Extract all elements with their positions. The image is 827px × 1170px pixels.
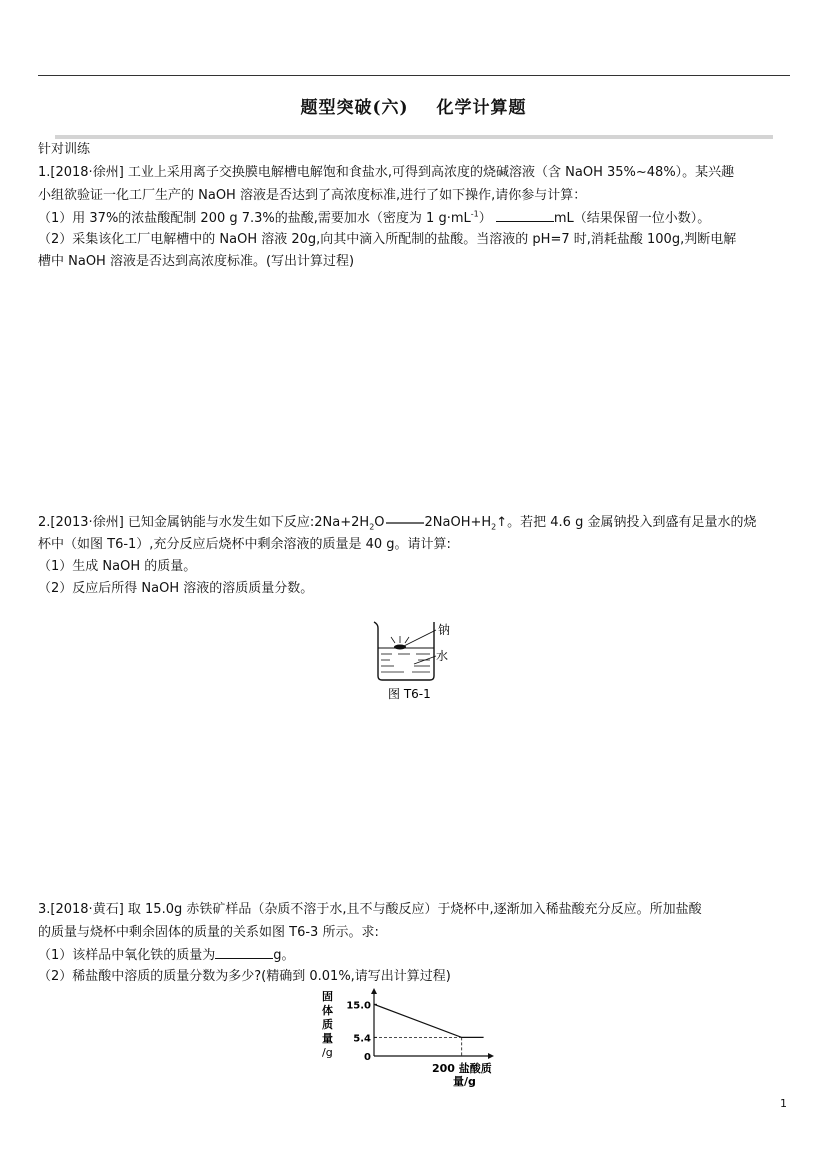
x-axis-arrow <box>488 1053 494 1059</box>
q3-line3: （1）该样品中氧化铁的质量为 g。 <box>38 948 295 963</box>
series-line <box>374 1004 484 1037</box>
ylabel-char: 体 <box>322 1004 333 1017</box>
q1-line5: 槽中 NaOH 溶液是否达到高浓度标准。(写出计算过程) <box>38 254 355 269</box>
q3-line2: 的质量与烧杯中剩余固体的质量的关系如图 T6-3 所示。求: <box>38 925 379 940</box>
header-rule <box>38 75 790 76</box>
q2-line2: 杯中（如图 T6-1）,充分反应后烧杯中剩余溶液的质量是 40 g。请计算: <box>38 537 451 552</box>
q2-line3: （1）生成 NaOH 的质量。 <box>38 559 197 574</box>
page-title <box>0 93 827 118</box>
title-part2: 化学计算题 <box>436 98 527 118</box>
answer-blank-1[interactable] <box>496 209 554 222</box>
beaker-outline <box>374 622 434 680</box>
ylabel-char: 质 <box>322 1018 333 1031</box>
q3-line1: 3.[2018·黄石] 取 15.0g 赤铁矿样品（杂质不溶于水,且不与酸反应）于烧杯中,逐渐加入稀盐酸充分反应。所加盐酸 <box>38 902 702 917</box>
q1-line2: 小组欲验证一化工厂生产的 NaOH 溶液是否达到了高浓度标准,进行了如下操作,请你参与计算： <box>38 188 587 203</box>
water-pointer <box>414 656 436 664</box>
label-water: 水 <box>436 649 449 663</box>
y-tick-label: 15.0 <box>346 1000 371 1012</box>
solid-mass-chart <box>320 986 520 1090</box>
q1-line3: （1）用 37%的浓盐酸配制 200 g 7.3%的盐酸,需要加水（密度为 1 $g\cdot mL^{-1}$） mL（结果保留一位小数）。 <box>38 209 711 226</box>
y-axis-arrow <box>371 988 377 994</box>
x-axis-label-line1: 200 盐酸质 <box>432 1062 492 1075</box>
beaker-figure <box>368 618 468 708</box>
y-axis-label <box>322 989 333 1059</box>
ylabel-char: 量 <box>322 1032 333 1045</box>
q1-line4: （2）采集该化工厂电解槽中的 NaOH 溶液 20g,向其中滴入所配制的盐酸。当溶液的 pH=7 时,消耗盐酸 100g,判断电解 <box>38 232 737 247</box>
q1-line1: 1.[2018·徐州] 工业上采用离子交换膜电解槽电解饱和食盐水,可得到高浓度的烧碱溶液（含 NaOH 35%~48%）。某兴趣 <box>38 165 735 180</box>
y-tick-label: 5.4 <box>353 1033 371 1045</box>
q2-line4: （2）反应后所得 NaOH 溶液的溶质质量分数。 <box>38 581 314 596</box>
y-tick-label: 0 <box>364 1052 371 1063</box>
ylabel-char: 固 <box>322 990 333 1003</box>
answer-blank-2[interactable] <box>215 946 273 959</box>
title-underline <box>55 135 773 139</box>
reaction-equals-sign <box>385 518 425 528</box>
ylabel-unit: /g <box>322 1046 333 1059</box>
section-label: 针对训练 <box>38 142 91 157</box>
title-part1: 题型突破(六) <box>300 98 409 118</box>
label-sodium: 钠 <box>438 623 451 637</box>
figure-caption: 图 T6-1 <box>388 687 431 701</box>
sodium-piece <box>394 645 406 650</box>
page-number: 1 <box>780 1097 787 1110</box>
q2-line1: 2.[2013·徐州] 已知金属钠能与水发生如下反应$:2Na+2H_2O$ $2NaOH+H_2↑$。若把 4.6 g 金属钠投入到盛有足量水的烧 <box>38 515 757 532</box>
q3-line4: （2）稀盐酸中溶质的质量分数为多少?(精确到 0.01%,请写出计算过程) <box>38 969 451 984</box>
chart-axes <box>371 988 494 1059</box>
x-axis-label-line2: 量/g <box>453 1075 476 1088</box>
